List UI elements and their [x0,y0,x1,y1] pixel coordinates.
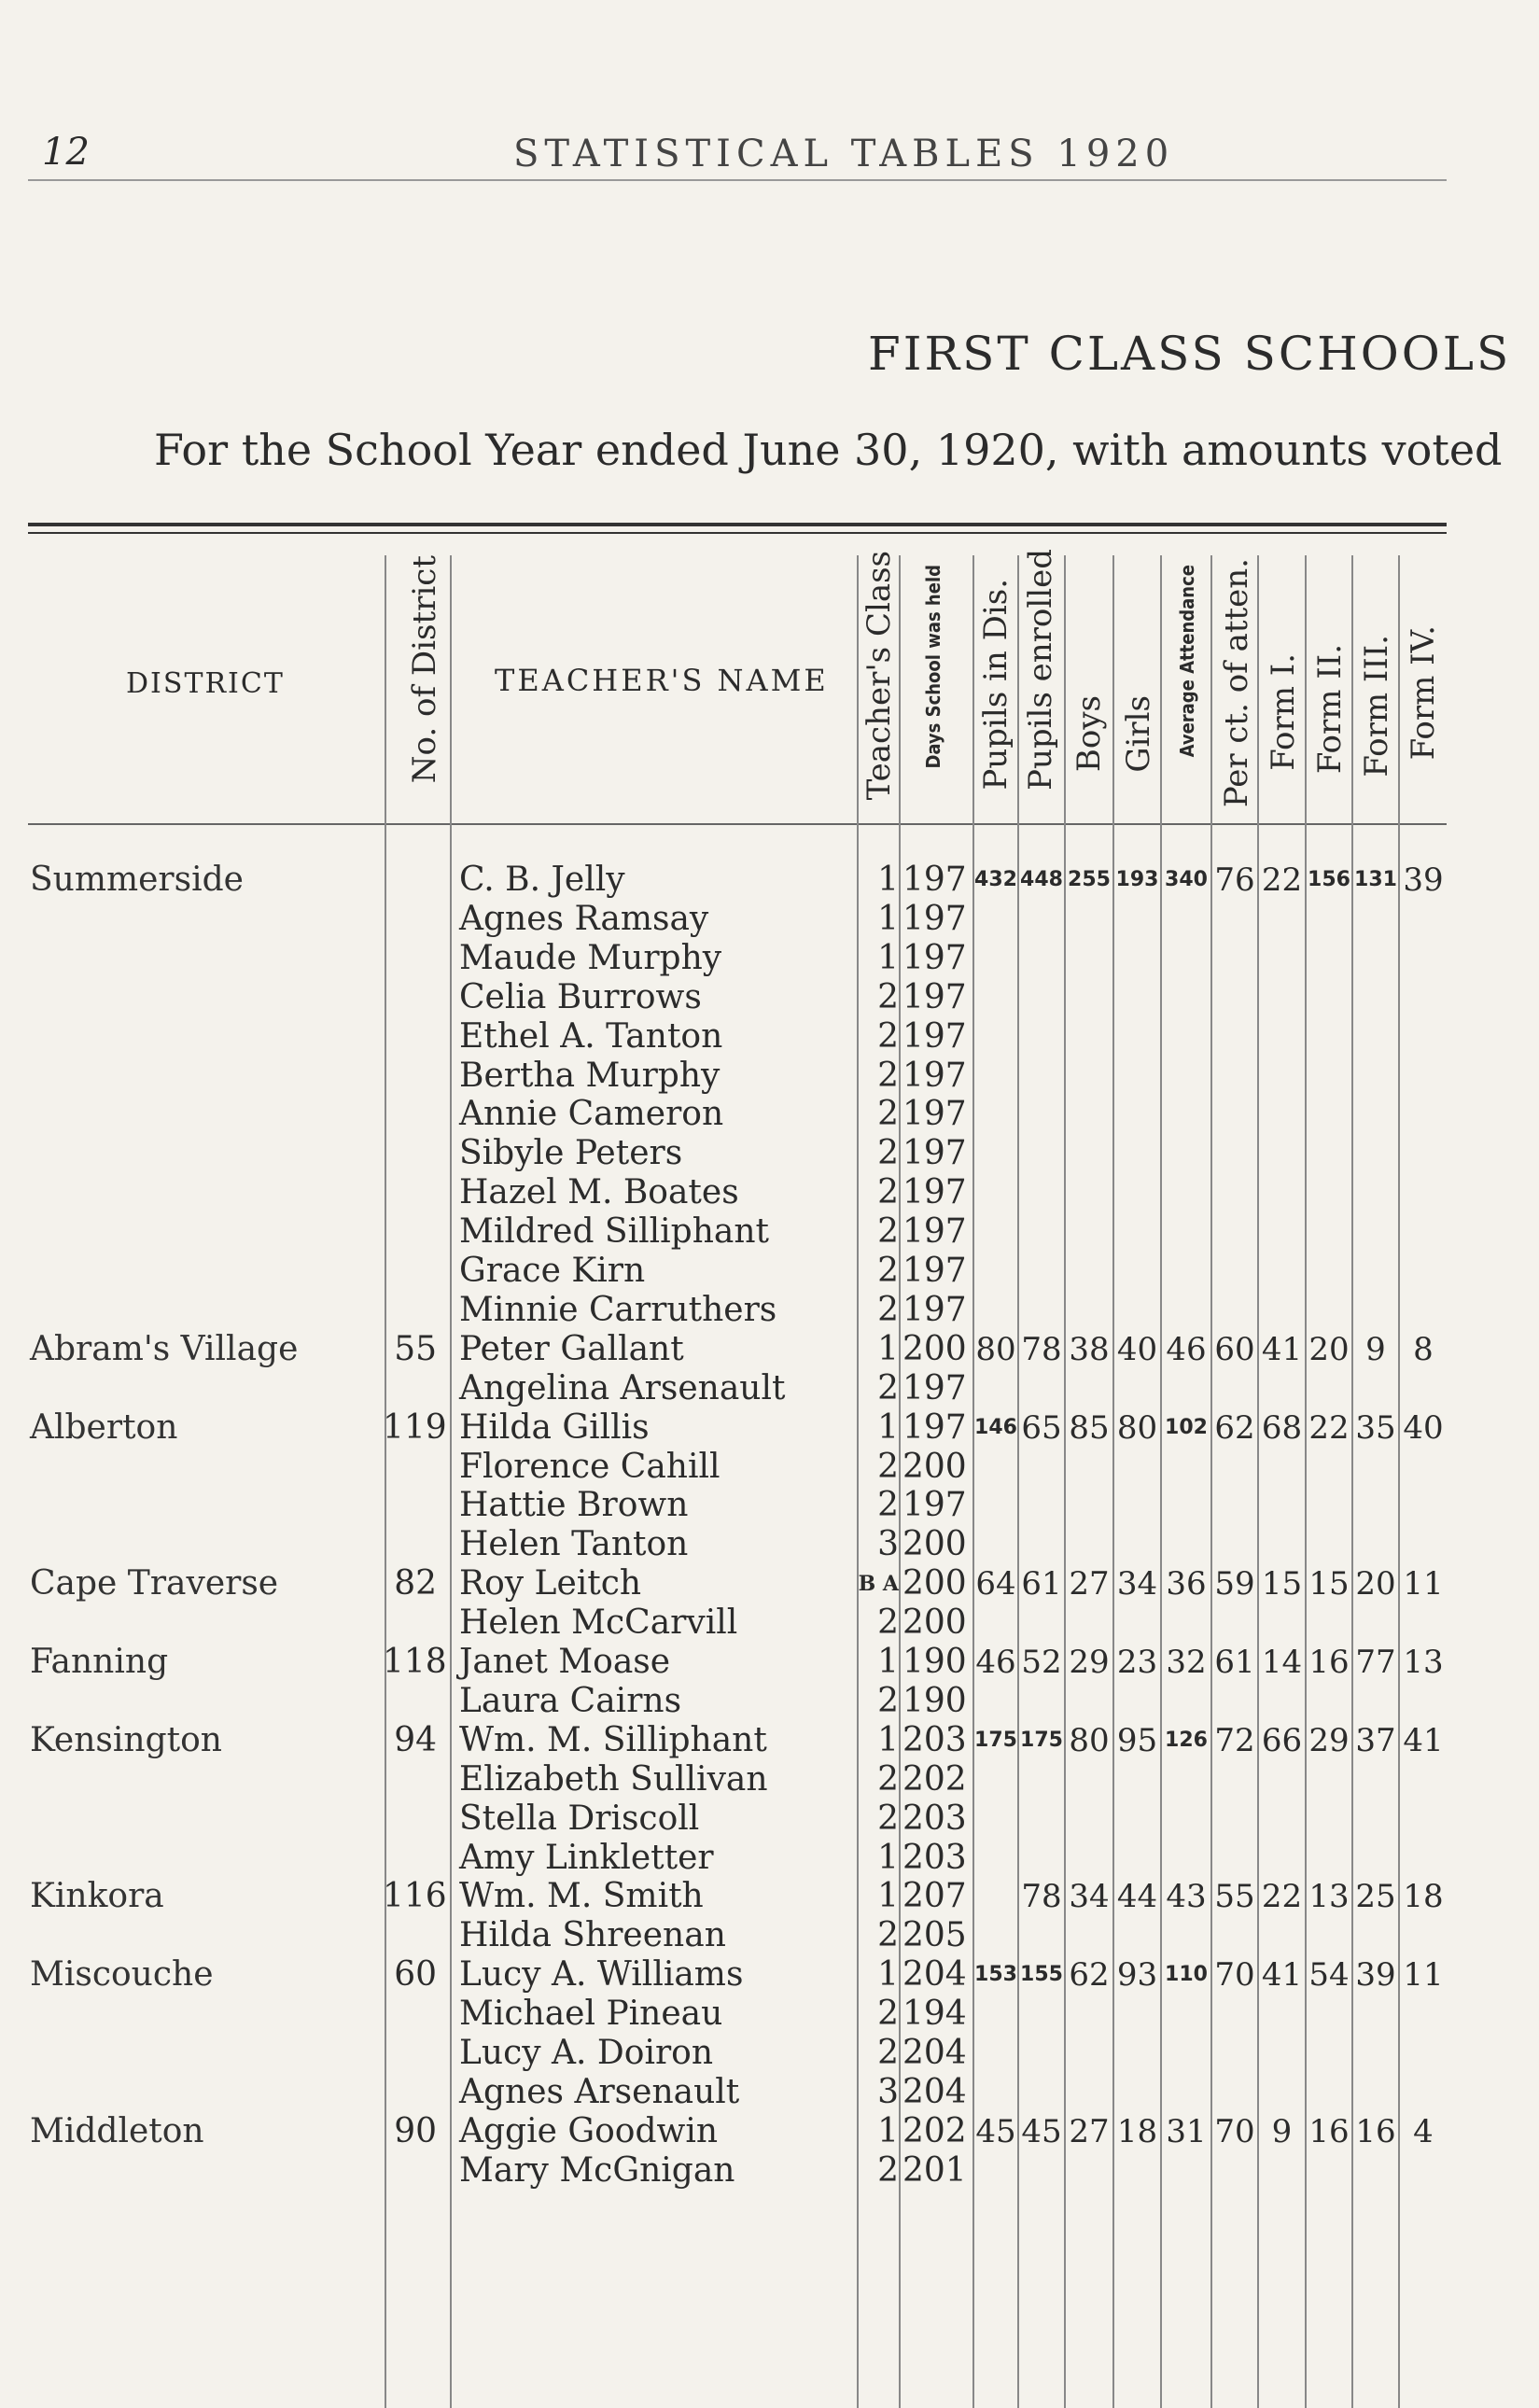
form-4: 41 [1403,1722,1444,1759]
teacher-class: 1 [877,1408,899,1447]
table-row [0,1564,1539,1603]
teacher-name: Mildred Silliphant [459,1212,769,1251]
per-ct-attendance: 70 [1214,2113,1255,2150]
page-number: 12 [42,131,90,174]
district-name: Middleton [30,2112,204,2150]
form-2: 54 [1308,1956,1350,1994]
days-held: 197 [902,1408,967,1447]
table-top-rule [28,523,1447,526]
teacher-class: 2 [877,1486,899,1524]
running-header [28,131,1447,187]
teacher-class: 2 [877,1916,899,1954]
days-held: 197 [902,1134,967,1172]
teacher-name: Elizabeth Sullivan [459,1760,768,1799]
header-district-no: No. of District [406,555,443,784]
form-2: 20 [1308,1331,1350,1368]
pupils-enrolled: 78 [1021,1331,1062,1368]
teacher-class: 2 [877,1173,899,1211]
boys: 27 [1069,1565,1110,1603]
header-average-attendance: Average Attendance [1176,565,1198,758]
teacher-name: Hilda Gillis [459,1408,650,1447]
district-number: 118 [383,1643,447,1681]
header-bottom-rule [28,823,1447,825]
table-row [0,1916,1539,1955]
girls: 95 [1116,1722,1158,1759]
pupils-in-dis: 45 [975,2113,1016,2150]
district-number: 94 [394,1721,437,1759]
table-row [0,1212,1539,1252]
days-held: 197 [902,1486,967,1524]
page-subtitle: For the School Year ended June 30, 1920, with amounts voted [154,425,1503,475]
form-2: 16 [1308,1644,1350,1681]
teacher-class: 1 [877,861,899,899]
teacher-class: 2 [877,1134,899,1172]
table-row [0,1017,1539,1057]
girls: 23 [1116,1644,1158,1681]
form-2: 15 [1308,1565,1350,1603]
table-row [0,978,1539,1017]
form-4: 13 [1403,1644,1444,1681]
girls: 80 [1116,1409,1158,1447]
teacher-name: Helen McCarvill [459,1603,738,1642]
header-teacher-name: TEACHER'S NAME [495,663,829,698]
table-row [0,1839,1539,1878]
teacher-class: 2 [877,1017,899,1056]
district-name: Kensington [30,1721,222,1759]
form-3: 37 [1355,1722,1396,1759]
days-held: 203 [902,1721,967,1759]
teacher-name: Janet Moase [459,1643,671,1681]
teacher-name: Wm. M. Smith [459,1877,704,1915]
table-row [0,1448,1539,1487]
pupils-in-dis: 146 [974,1416,1017,1439]
days-held: 203 [902,1799,967,1838]
days-held: 197 [902,1173,967,1211]
days-held: 204 [902,1955,967,1994]
table-row [0,1486,1539,1525]
table-row [0,1643,1539,1682]
days-held: 203 [902,1839,967,1877]
per-ct-attendance: 62 [1214,1409,1255,1447]
days-held: 197 [902,1291,967,1329]
teacher-class: 2 [877,2034,899,2072]
form-4: 11 [1403,1565,1444,1603]
district-name: Alberton [30,1408,178,1447]
average-attendance: 340 [1165,868,1208,891]
teacher-class: 3 [877,1525,899,1563]
table-row [0,1095,1539,1134]
pupils-in-dis: 432 [974,868,1017,891]
header-form-2: Form II. [1311,644,1349,775]
teacher-name: Bertha Murphy [459,1057,721,1095]
days-held: 197 [902,1095,967,1133]
girls: 193 [1115,868,1159,891]
table-row [0,1955,1539,1995]
district-name: Miscouche [30,1955,214,1994]
pupils-enrolled: 448 [1020,868,1063,891]
form-3: 77 [1355,1644,1396,1681]
pupils-in-dis: 175 [974,1729,1017,1752]
teacher-class: 2 [877,2151,899,2190]
header-rule [28,179,1447,181]
average-attendance: 126 [1165,1729,1208,1752]
boys: 62 [1069,1956,1110,1994]
table-row [0,861,1539,900]
teacher-name: Agnes Ramsay [459,900,709,938]
teacher-class: 1 [877,939,899,977]
teacher-name: Helen Tanton [459,1525,689,1563]
district-name: Abram's Village [30,1330,299,1368]
teacher-name: Lucy A. Doiron [459,2034,714,2072]
header-pupils-in-dis: Pupils in Dis. [977,579,1014,791]
district-name: Kinkora [30,1877,164,1915]
days-held: 197 [902,1369,967,1407]
table-top-rule-thin [28,532,1447,534]
teacher-name: Maude Murphy [459,939,722,977]
teacher-name: Aggie Goodwin [459,2112,719,2150]
pupils-enrolled: 52 [1021,1644,1062,1681]
teacher-name: Laura Cairns [459,1682,682,1720]
teacher-class: 1 [877,900,899,938]
table-row [0,1252,1539,1291]
days-held: 197 [902,1252,967,1290]
days-held: 200 [902,1330,967,1368]
table-row [0,1134,1539,1173]
per-ct-attendance: 60 [1214,1331,1255,1368]
teacher-name: Roy Leitch [459,1564,642,1603]
per-ct-attendance: 55 [1214,1878,1255,1915]
average-attendance: 31 [1166,2113,1207,2150]
table-row [0,900,1539,939]
teacher-name: Annie Cameron [459,1095,724,1133]
header-per-ct-attendance: Per ct. of atten. [1218,558,1255,808]
teacher-name: Agnes Arsenault [459,2073,740,2111]
header-district: DISTRICT [126,667,285,700]
teacher-class: 2 [877,1369,899,1407]
teacher-class: 2 [877,1291,899,1329]
table-row [0,1799,1539,1839]
teacher-name: Stella Driscoll [459,1799,700,1838]
teacher-class: 2 [877,1448,899,1486]
teacher-name: Wm. M. Silliphant [459,1721,767,1759]
table-row [0,939,1539,978]
boys: 29 [1069,1644,1110,1681]
per-ct-attendance: 72 [1214,1722,1255,1759]
district-name: Cape Traverse [30,1564,279,1603]
teacher-name: Hilda Shreenan [459,1916,726,1954]
per-ct-attendance: 59 [1214,1565,1255,1603]
running-title: STATISTICAL TABLES 1920 [513,133,1175,175]
teacher-class: 1 [877,1839,899,1877]
average-attendance: 102 [1165,1416,1208,1439]
table-row [0,1173,1539,1212]
pupils-enrolled: 61 [1021,1565,1062,1603]
form-1: 22 [1261,861,1303,899]
teacher-name: Hazel M. Boates [459,1173,739,1211]
district-name: Summerside [30,861,244,899]
teacher-name: Minnie Carruthers [459,1291,777,1329]
days-held: 197 [902,978,967,1016]
teacher-class: 2 [877,1057,899,1095]
teacher-name: Hattie Brown [459,1486,689,1524]
district-name: Fanning [30,1643,169,1681]
pupils-in-dis: 46 [975,1644,1016,1681]
form-3: 20 [1355,1565,1396,1603]
form-1: 9 [1271,2113,1293,2150]
days-held: 197 [902,939,967,977]
form-3: 25 [1355,1878,1396,1915]
form-4: 40 [1403,1409,1444,1447]
pupils-enrolled: 175 [1020,1729,1063,1752]
form-2: 13 [1308,1878,1350,1915]
header-girls: Girls [1120,695,1157,773]
teacher-class: 1 [877,1643,899,1681]
district-number: 55 [394,1330,437,1368]
table-row [0,1057,1539,1096]
form-1: 68 [1261,1409,1303,1447]
days-held: 202 [902,2112,967,2150]
form-3: 16 [1355,2113,1396,2150]
table-row [0,1877,1539,1916]
form-1: 15 [1261,1565,1303,1603]
teacher-class: 2 [877,1760,899,1799]
form-4: 39 [1403,861,1444,899]
teacher-name: Ethel A. Tanton [459,1017,723,1056]
days-held: 190 [902,1682,967,1720]
boys: 255 [1068,868,1111,891]
form-2: 16 [1308,2113,1350,2150]
header-form-3: Form III. [1358,635,1395,777]
per-ct-attendance: 70 [1214,1956,1255,1994]
form-1: 41 [1261,1956,1303,1994]
days-held: 197 [902,1057,967,1095]
form-4: 18 [1403,1878,1444,1915]
days-held: 197 [902,900,967,938]
teacher-name: Sibyle Peters [459,1134,683,1172]
days-held: 197 [902,861,967,899]
days-held: 197 [902,1017,967,1056]
girls: 18 [1116,2113,1158,2150]
teacher-class: 2 [877,1252,899,1290]
table-row [0,1995,1539,2034]
days-held: 205 [902,1916,967,1954]
form-3: 9 [1365,1331,1386,1368]
table-row [0,1408,1539,1448]
boys: 85 [1069,1409,1110,1447]
form-3: 39 [1355,1956,1396,1994]
average-attendance: 43 [1166,1878,1207,1915]
form-2: 29 [1308,1722,1350,1759]
table-row [0,1721,1539,1760]
average-attendance: 32 [1166,1644,1207,1681]
table-row [0,2151,1539,2191]
average-attendance: 110 [1165,1963,1208,1986]
days-held: 190 [902,1643,967,1681]
form-1: 22 [1261,1878,1303,1915]
teacher-class: 1 [877,2112,899,2150]
boys: 34 [1069,1878,1110,1915]
pupils-enrolled: 45 [1021,2113,1062,2150]
table-row [0,1330,1539,1369]
pupils-enrolled: 78 [1021,1878,1062,1915]
teacher-name: Angelina Arsenault [459,1369,786,1407]
pupils-enrolled: 65 [1021,1409,1062,1447]
days-held: 202 [902,1760,967,1799]
teacher-name: Grace Kirn [459,1252,646,1290]
teacher-class: 1 [877,1877,899,1915]
pupils-in-dis: 64 [975,1565,1016,1603]
days-held: 197 [902,1212,967,1251]
header-teacher-class: Teacher's Class [860,551,898,801]
teacher-class: 1 [877,1330,899,1368]
district-number: 90 [394,2112,437,2150]
teacher-name: Mary McGnigan [459,2151,735,2190]
form-3: 131 [1354,868,1397,891]
days-held: 200 [902,1564,967,1603]
teacher-class: 2 [877,1682,899,1720]
teacher-class: 2 [877,1799,899,1838]
table-row [0,2073,1539,2112]
form-2: 22 [1308,1409,1350,1447]
teacher-class: 2 [877,1095,899,1133]
table-row [0,1682,1539,1721]
teacher-name: Amy Linkletter [459,1839,714,1877]
boys: 27 [1069,2113,1110,2150]
teacher-class: 2 [877,1995,899,2033]
form-1: 41 [1261,1331,1303,1368]
days-held: 204 [902,2073,967,2111]
teacher-name: Michael Pineau [459,1995,723,2033]
teacher-class: 1 [877,1721,899,1759]
form-4: 8 [1413,1331,1434,1368]
girls: 93 [1116,1956,1158,1994]
table-row [0,1291,1539,1330]
teacher-name: C. B. Jelly [459,861,625,899]
header-form-1: Form I. [1265,653,1302,771]
form-4: 4 [1413,2113,1434,2150]
table-row [0,1603,1539,1643]
district-number: 82 [394,1564,437,1603]
pupils-in-dis: 153 [974,1963,1017,1986]
average-attendance: 36 [1166,1565,1207,1603]
teacher-name: Celia Burrows [459,978,702,1016]
teacher-name: Florence Cahill [459,1448,721,1486]
district-number: 119 [383,1408,447,1447]
days-held: 200 [902,1448,967,1486]
teacher-name: Lucy A. Williams [459,1955,744,1994]
teacher-name: Peter Gallant [459,1330,684,1368]
district-number: 60 [394,1955,437,1994]
girls: 40 [1116,1331,1158,1368]
teacher-class: 2 [877,1212,899,1251]
table-row [0,2112,1539,2151]
days-held: 194 [902,1995,967,2033]
per-ct-attendance: 76 [1214,861,1255,899]
pupils-enrolled: 155 [1020,1963,1063,1986]
form-1: 66 [1261,1722,1303,1759]
teacher-class: 1 [877,1955,899,1994]
table-row [0,2034,1539,2073]
district-number: 116 [383,1877,447,1915]
header-days-held: Days School was held [922,565,944,769]
girls: 34 [1116,1565,1158,1603]
days-held: 204 [902,2034,967,2072]
table-row [0,1760,1539,1799]
table-row [0,1525,1539,1564]
form-2: 156 [1308,868,1350,891]
page-title: FIRST CLASS SCHOOLS [868,327,1512,381]
per-ct-attendance: 61 [1214,1644,1255,1681]
pupils-in-dis: 80 [975,1331,1016,1368]
header-pupils-enrolled: Pupils enrolled [1022,549,1059,791]
form-1: 14 [1261,1644,1303,1681]
days-held: 200 [902,1525,967,1563]
teacher-class: B A [858,1572,899,1596]
days-held: 201 [902,2151,967,2190]
boys: 38 [1069,1331,1110,1368]
form-4: 11 [1403,1956,1444,1994]
teacher-class: 2 [877,1603,899,1642]
table-row [0,1369,1539,1408]
header-boys: Boys [1070,695,1108,773]
average-attendance: 46 [1166,1331,1207,1368]
form-3: 35 [1355,1409,1396,1447]
days-held: 207 [902,1877,967,1915]
header-form-4: Form IV. [1405,625,1442,761]
days-held: 200 [902,1603,967,1642]
girls: 44 [1116,1878,1158,1915]
teacher-class: 3 [877,2073,899,2111]
boys: 80 [1069,1722,1110,1759]
teacher-class: 2 [877,978,899,1016]
